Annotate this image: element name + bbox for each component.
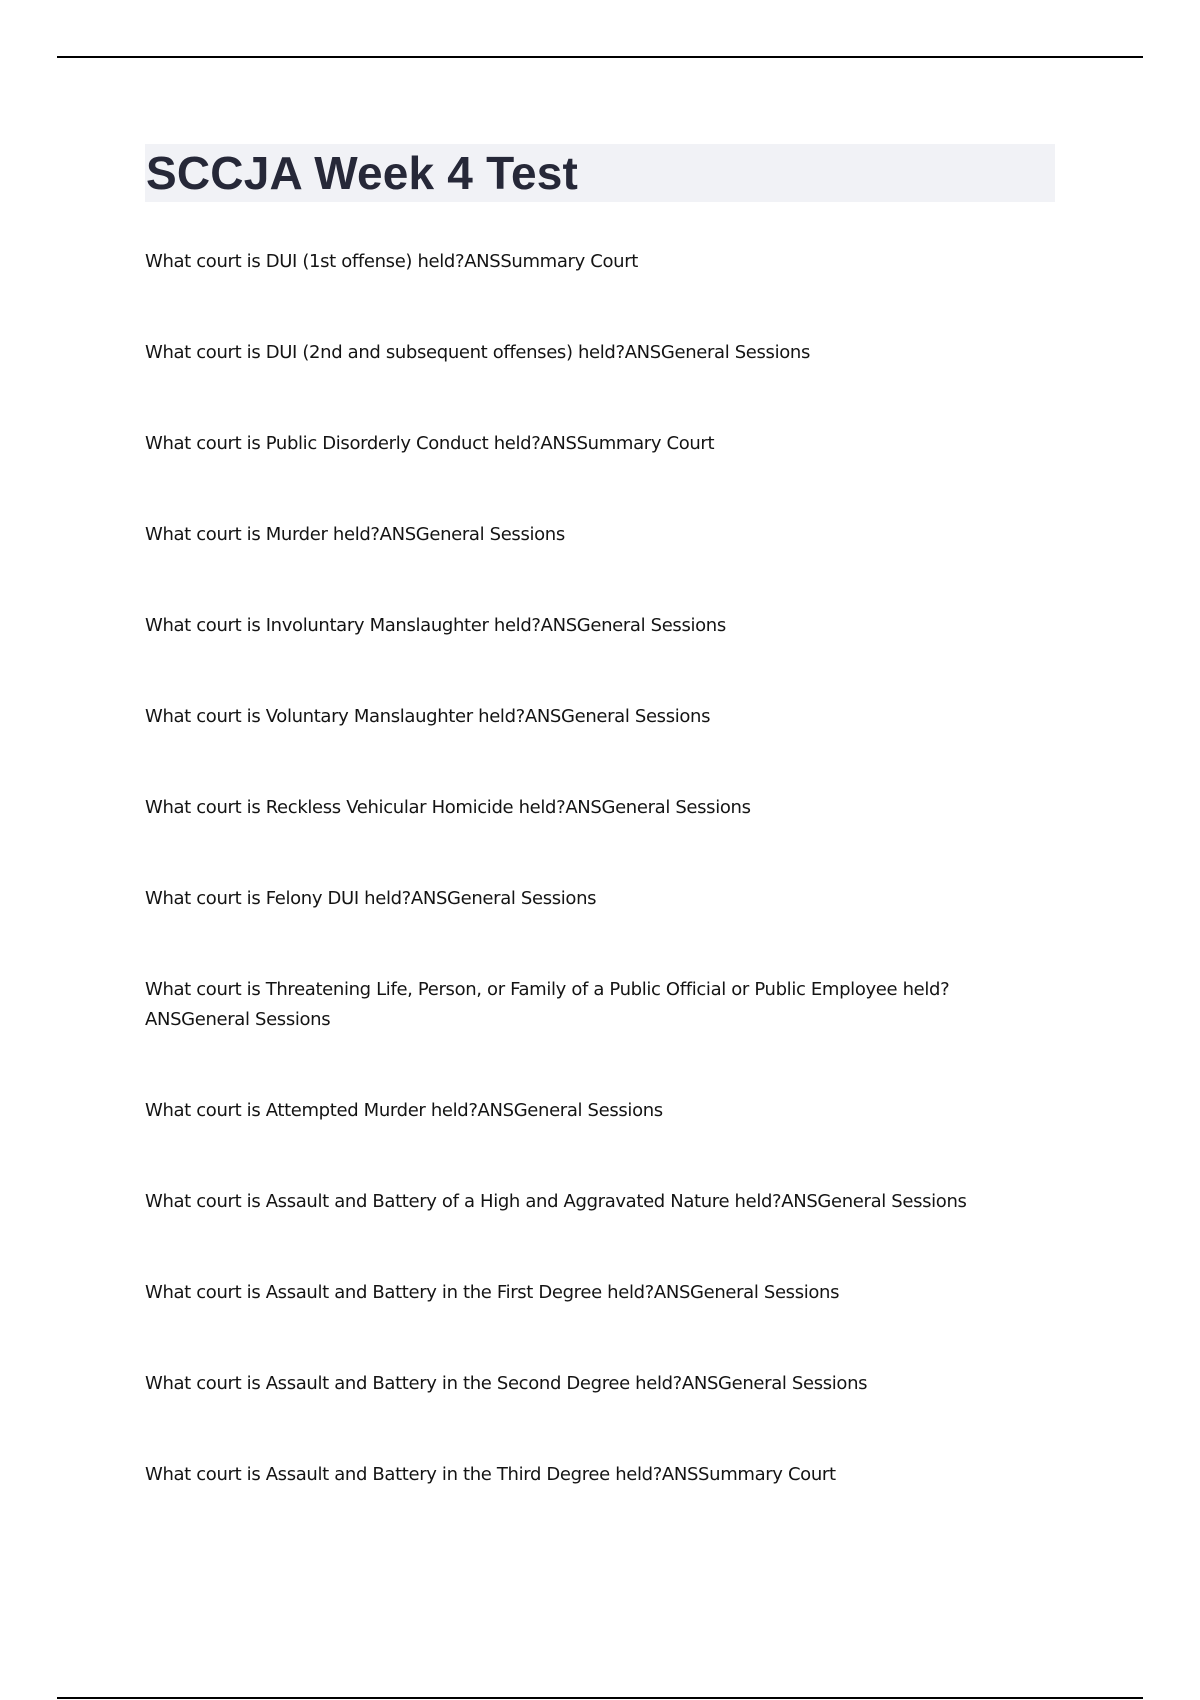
qa-item: What court is Assault and Battery in the Second Degree held?ANSGeneral Sessions <box>145 1373 868 1394</box>
header-rule <box>57 56 1143 58</box>
qa-item: What court is Assault and Battery in the First Degree held?ANSGeneral Sessions <box>145 1282 840 1303</box>
qa-item: What court is DUI (2nd and subsequent offenses) held?ANSGeneral Sessions <box>145 342 810 363</box>
qa-item: What court is Reckless Vehicular Homicide held?ANSGeneral Sessions <box>145 797 751 818</box>
question-answer-list <box>145 247 1005 1490</box>
qa-item: What court is Public Disorderly Conduct held?ANSSummary Court <box>145 433 715 454</box>
qa-item: What court is Attempted Murder held?ANSGeneral Sessions <box>145 1100 663 1121</box>
qa-item: What court is Voluntary Manslaughter held?ANSGeneral Sessions <box>145 706 711 727</box>
qa-item: What court is Murder held?ANSGeneral Sessions <box>145 524 565 545</box>
document-title: SCCJA Week 4 Test <box>146 147 579 199</box>
qa-item: What court is Threatening Life, Person, or Family of a Public Official or Public Employee held?ANSGeneral Sessions <box>145 979 950 1030</box>
qa-item: What court is DUI (1st offense) held?ANSSummary Court <box>145 251 638 272</box>
qa-item: What court is Involuntary Manslaughter held?ANSGeneral Sessions <box>145 615 726 636</box>
qa-item: What court is Assault and Battery of a High and Aggravated Nature held?ANSGeneral Sessions <box>145 1191 967 1212</box>
footer-rule <box>57 1697 1143 1699</box>
qa-item: What court is Assault and Battery in the Third Degree held?ANSSummary Court <box>145 1464 836 1485</box>
qa-item: What court is Felony DUI held?ANSGeneral Sessions <box>145 888 597 909</box>
